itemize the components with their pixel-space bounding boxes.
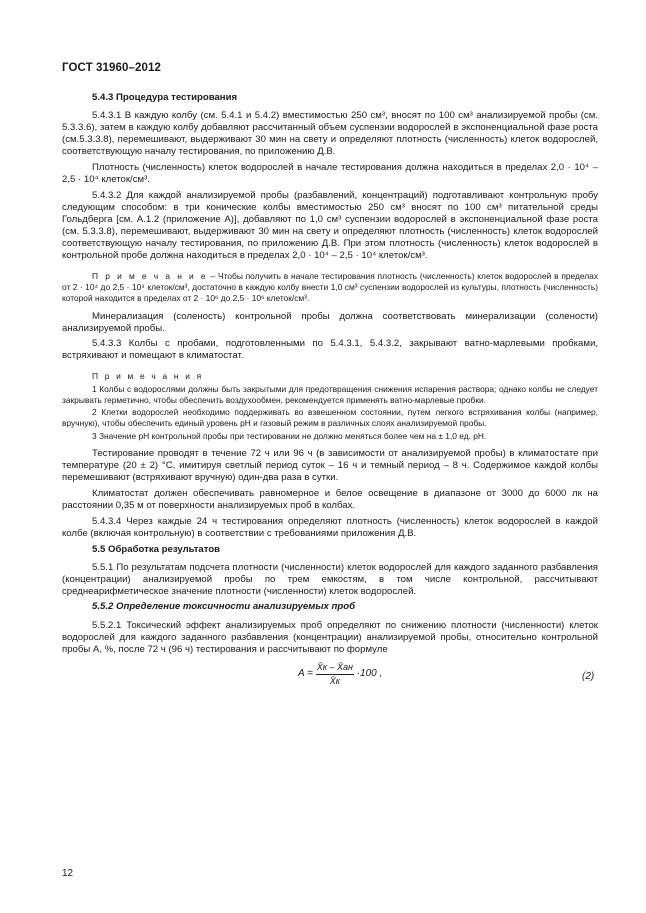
paragraph-mineralization: Минерализация (соленость) контрольной пробы должна соответствовать минерализации (солености) анализируемой пробы. [62,310,598,334]
page-number: 12 [62,868,74,879]
paragraph-5-5-1: 5.5.1 По результатам подсчета плотности (численности) клеток водорослей для каждого заданного разбавления (концентрации) анализируемой пробы по трем емкостям, в том числе контрольной, рассчитывают среднеарифметическое значение плотности (численности) клеток водорослей. [62,561,598,597]
formula-lhs: A = [298,668,313,680]
note-text: – Чтобы получить в начале тестирования плотность (численность) клеток водорослей в пределах от 2 · 10⁴ до 2,5 · 10⁴ клеток/см³, достаточно в каждую колбу внести 1,0 см³ суспензии водорослей из культуры, плотность (численность) которой находится в пределах от 2 · 10⁶ до 2,5 · 10⁶ клеток/см³. [62,271,599,303]
note-item-1: 1 Колбы с водорослями должны быть закрытыми для предотвращения снижения испарения раствора; однако колбы не следует закрывать герметично, чтобы обеспечить воздухообмен, рекомендуется применять ватно-марлевые пробки. [62,383,598,405]
paragraph-testing-conditions: Тестирование проводят в течение 72 ч или 96 ч (в зависимости от анализируемой пробы) в климатостате при температуре (20 ± 2) °С, имитируя светлый период суток – 16 ч и темный период – 8 ч. Содержимое каждой колбы перемешивают (встряхивают вручную) один-два раза в сутки. [62,448,598,484]
formula-number: (2) [582,671,595,683]
paragraph-5-4-3-4: 5.4.3.4 Через каждые 24 ч тестирования определяют плотность (численность) клеток водорослей в каждой колбе (включая контрольную) в соответствии с требованиями приложения Д.В. [62,515,598,539]
section-5-5-heading: 5.5 Обработка результатов [92,543,221,555]
formula-fraction [316,661,354,686]
paragraph-climatostat: Климатостат должен обеспечивать равномерное и белое освещение в диапазоне от 3000 до 6000 лк на расстоянии 0,35 м от поверхности анализируемых проб в колбах. [62,487,598,512]
formula-tail: ·100 , [356,668,383,680]
standard-header: ГОСТ 31960–2012 [62,62,162,74]
paragraph-5-4-3-3: 5.4.3.3 Колбы с пробами, подготовленными по 5.4.3.1, 5.4.3.2, закрывают ватно-марлевыми пробками, встряхивают и помещают в климатостат. [62,338,598,362]
section-5-5-2-heading: 5.5.2 Определение токсичности анализируемых проб [92,601,356,613]
formula-2 [62,659,598,693]
paragraph-5-5-2-1: 5.5.2.1 Токсический эффект анализируемых проб определяют по снижению плотности (численности) клеток водорослей для каждого заданного разбавления (концентрации) анализируемой пробы, относительно контрольной пробы А, %, после 72 ч (96 ч) тестирования и рассчитывают по формуле [62,619,598,655]
note-block-1 [62,271,598,304]
formula-denominator: X̄к [329,675,340,686]
note-item-3: 3 Значение pH контрольной пробы при тестировании не должно меняться более чем на ± 1,0 ед. pH. [92,430,487,441]
note-label: П р и м е ч а н и е [92,271,208,281]
notes-block [62,371,598,442]
paragraph-5-4-3-1: 5.4.3.1 В каждую колбу (см. 5.4.1 и 5.4.2) вместимостью 250 см³, вносят по 100 см³ анализируемой пробы (см. 5.3.3.6), затем в каждую колбу добавляют рассчитанный объем суспензии водорослей в экспоненциальной фазе роста (см.5.3.3.8), перемешивают, выдерживают 30 мин на свету и определяют плотность (численность) клеток водорослей, соответствующую началу тестирования, по приложению Д.В. [62,110,598,158]
note-item-2: 2 Клетки водорослей необходимо поддерживать во взвешенном состоянии, путем легкого встряхивания колбы (например, вручную), чтобы обеспечить единый уровень pH и газовый режим в различных слоях анализируемой пробы. [62,407,598,429]
section-5-4-3-heading: 5.4.3 Процедура тестирования [92,92,238,103]
notes-label: П р и м е ч а н и я [92,371,204,382]
document-body [62,92,598,693]
formula-numerator: X̄к – X̄ан [316,661,354,674]
paragraph-density-range: Плотность (численность) клеток водорослей в начале тестирования должна находиться в пределах 2,0 · 10⁴ – 2,5 · 10⁴ клеток/см³. [62,162,598,186]
paragraph-5-4-3-2: 5.4.3.2 Для каждой анализируемой пробы (разбавлений, концентраций) подготавливают контрольную пробу следующим способом: в три конические колбы вместимостью 250 см³ вносят по 100 см³ питательной среды Гольдберга [см. А.1.2 (приложение А)], добавляют по 1,0 см³ суспензии водорослей в экспоненциальной фазе роста (см. 5.3.3.8), перемешивают, выдерживают 30 мин на свету и определяют плотность (численность) клеток водорослей соответствующую началу тестирования, по приложению Д.В. При этом плотность (численность) клеток водорослей в контрольной пробе должна находиться в пределах 2,0 · 10⁴ – 2,5 · 10⁴ клеток/см³. [62,189,598,262]
